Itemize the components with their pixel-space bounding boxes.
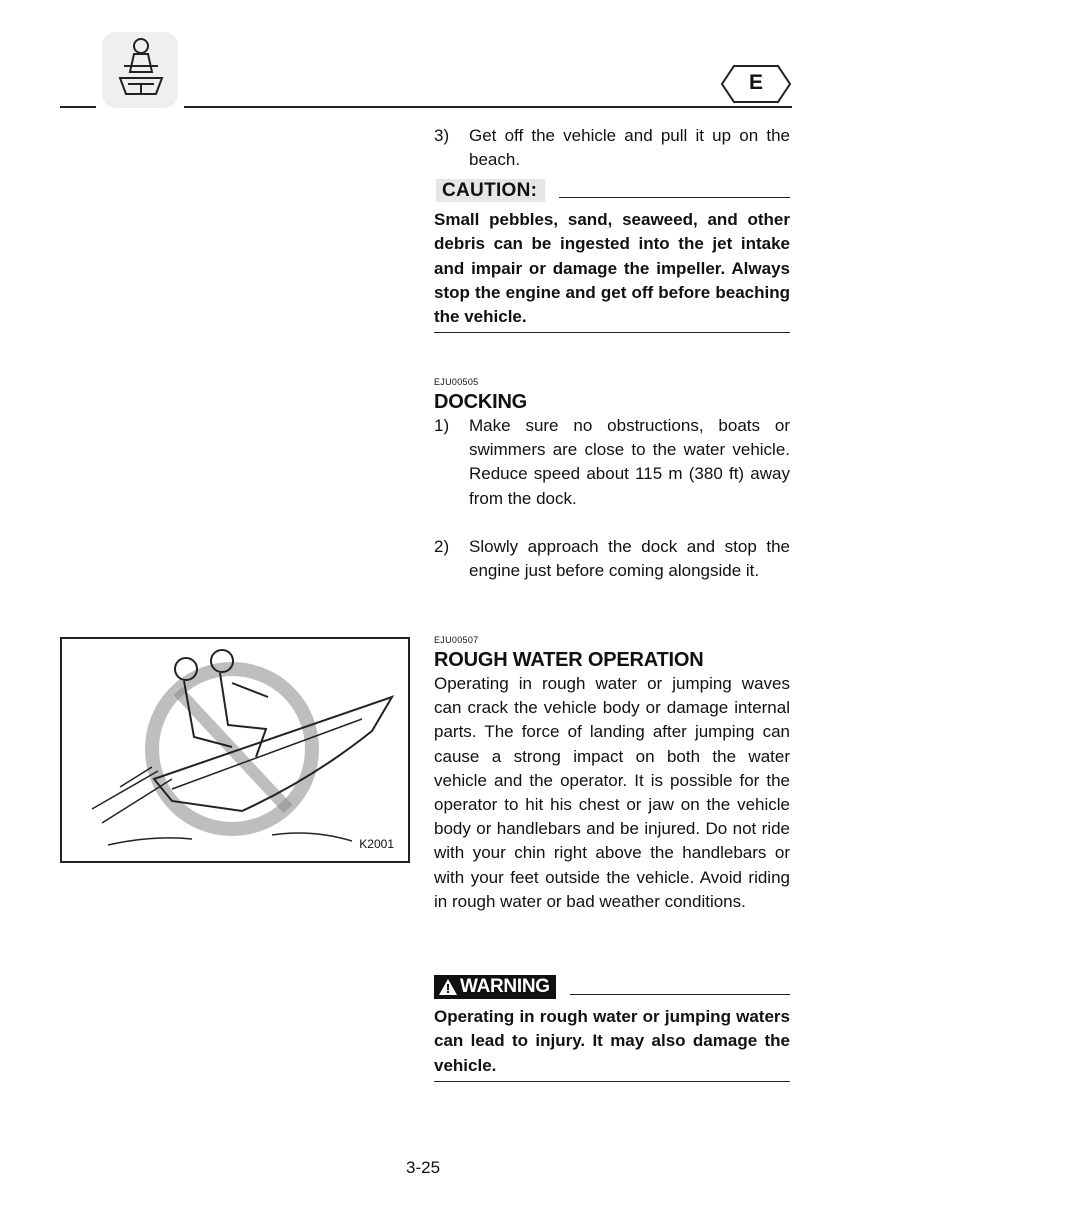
section-title: DOCKING xyxy=(434,391,528,413)
section-body: Operating in rough water or jumping waves can crack the vehicle body or damage internal parts. The force of landing after jumping can cause a strong impact on both the water vehicle and the operator. It is possible for the operator to hit his chest or jaw on the vehicle body or handlebars and be injured. Do not ride with your chin right above the handlebars or with your feet outside the vehicle. Avoid riding in rough water or bad weather conditions. xyxy=(434,674,790,911)
personal-watercraft-icon xyxy=(98,28,182,112)
rough-water-section xyxy=(434,635,790,914)
warning-end-rule xyxy=(434,1081,790,1082)
section-code: EJU00507 xyxy=(434,635,479,645)
page-number: 3-25 xyxy=(406,1158,441,1177)
section-code: EJU00505 xyxy=(434,377,479,387)
header-rule xyxy=(184,106,792,108)
step-number: 2) xyxy=(434,536,450,556)
step-text: Get off the vehicle and pull it up on the beach. xyxy=(469,126,790,170)
caution-block xyxy=(434,179,790,333)
header-rule-left xyxy=(60,106,96,108)
warning-label-text: WARNING xyxy=(460,976,550,997)
step-text: Slowly approach the dock and stop the engine just before coming alongside it. xyxy=(469,536,790,581)
warning-text: Operating in rough water or jumping waters can lead to injury. It may also damage the vehicle. xyxy=(434,1007,790,1075)
step-number: 3) xyxy=(434,126,450,145)
language-badge xyxy=(720,64,792,104)
language-badge-label: E xyxy=(748,71,763,94)
docking-section xyxy=(434,377,790,583)
warning-triangle-icon xyxy=(438,978,458,996)
caution-label: CAUTION: xyxy=(436,179,545,202)
caution-text: Small pebbles, sand, seaweed, and other debris can be ingested into the jet intake and impair or damage the impeller. Always stop the engine and get off before beaching the vehicle. xyxy=(434,210,790,327)
step-number: 1) xyxy=(434,416,450,435)
warning-block xyxy=(434,975,790,1082)
illustration-box xyxy=(60,637,410,863)
caution-end-rule xyxy=(434,332,790,333)
figure-code: K2001 xyxy=(359,837,394,851)
section-title: ROUGH WATER OPERATION xyxy=(434,649,704,671)
step-text: Make sure no obstructions, boats or swimmers are close to the water vehicle. Reduce speed about 115 m (380 ft) away from the dock. xyxy=(469,416,790,508)
caution-rule xyxy=(559,197,790,198)
warning-rule xyxy=(570,994,790,995)
warning-label xyxy=(434,975,556,999)
no-jumping-prohibition-icon xyxy=(62,639,408,861)
beaching-step xyxy=(434,124,790,172)
